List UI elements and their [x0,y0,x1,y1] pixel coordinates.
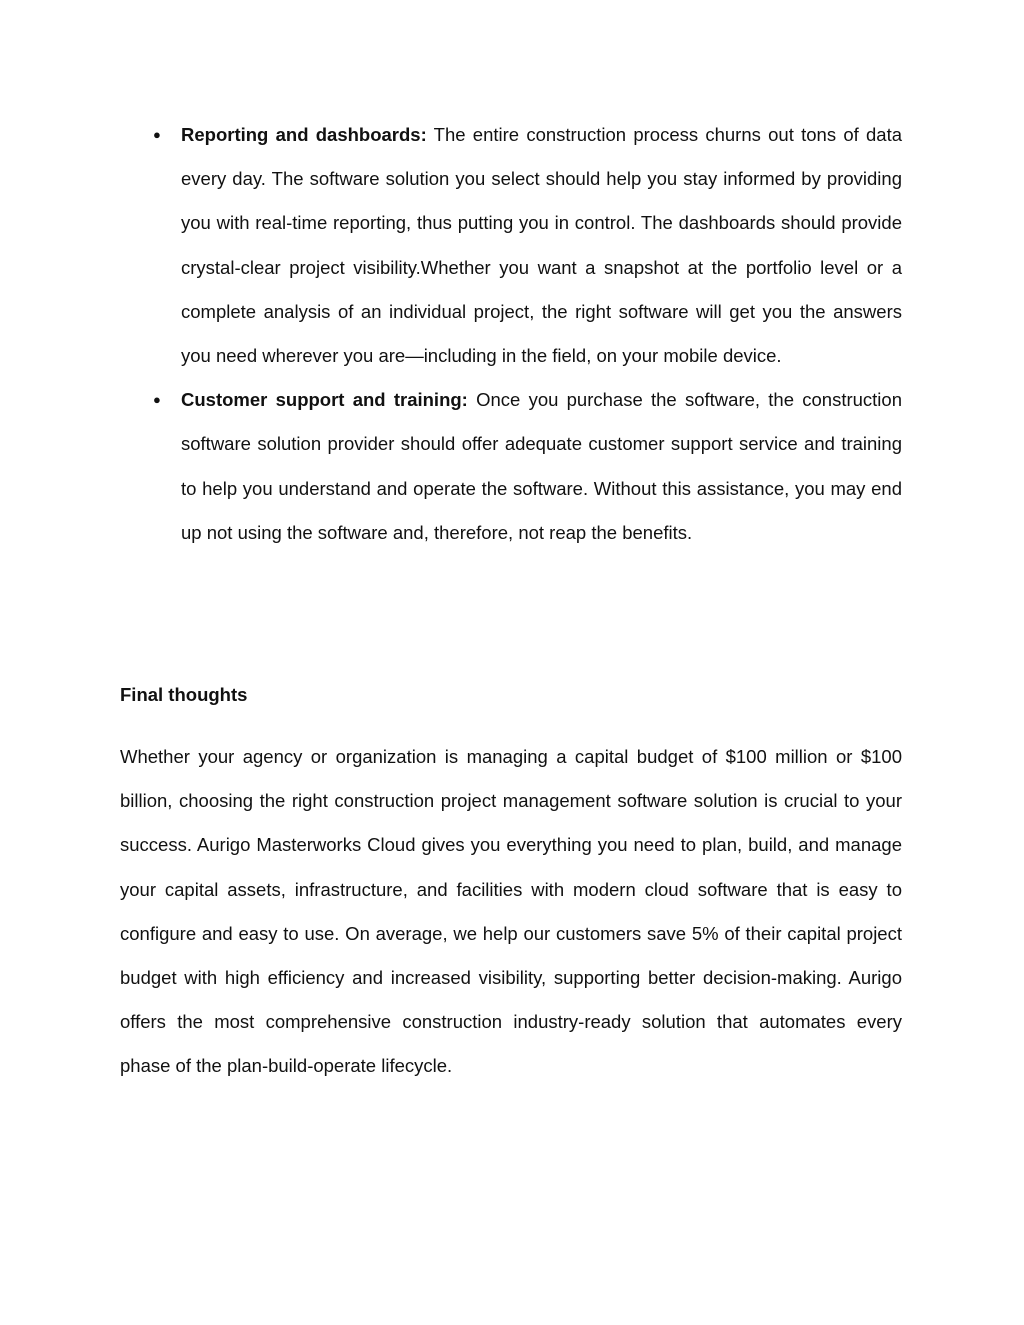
bullet-marker: ● [153,392,161,408]
bullet-marker: ● [153,127,161,142]
bullet-item-support [120,378,902,555]
bullet-text: Once you purchase the software, the construction software solution provider should offer adequate customer support service and training to help you understand and operate the software. Without this assistance, you may end up not using the software and, therefore, not reap the benefits. [181,389,902,543]
bullet-list [120,113,902,555]
section-paragraph: Whether your agency or organization is managing a capital budget of $100 million or $100 billion, choosing the right construction project management software solution is crucial to your success. Aurigo Masterworks Cloud gives you everything you need to plan, build, and manage your capital assets, infrastructure, and facilities with modern cloud software that is easy to configure and easy to use. On average, we help our customers save 5% of their capital project budget with high efficiency and increased visibility, supporting better decision-making. Aurigo offers the most comprehensive construction industry-ready solution that automates every phase of the plan-build-operate lifecycle. [120,746,902,1077]
bullet-item-reporting [120,113,902,378]
bullet-title: Customer support and training: [181,389,468,411]
bullet-text: The entire construction process churns out tons of data every day. The software solution you select should help you stay informed by providing you with real-time reporting, thus putting you in control. The dashboards should provide crystal-clear project visibility.Whether you want a snapshot at the portfolio level or a complete analysis of an individual project, the right software will get you the answers you need wherever you are—including in the field, on your mobile device. [181,124,902,367]
section-heading: Final thoughts [120,684,248,705]
bullet-title: Reporting and dashboards: [181,124,427,145]
